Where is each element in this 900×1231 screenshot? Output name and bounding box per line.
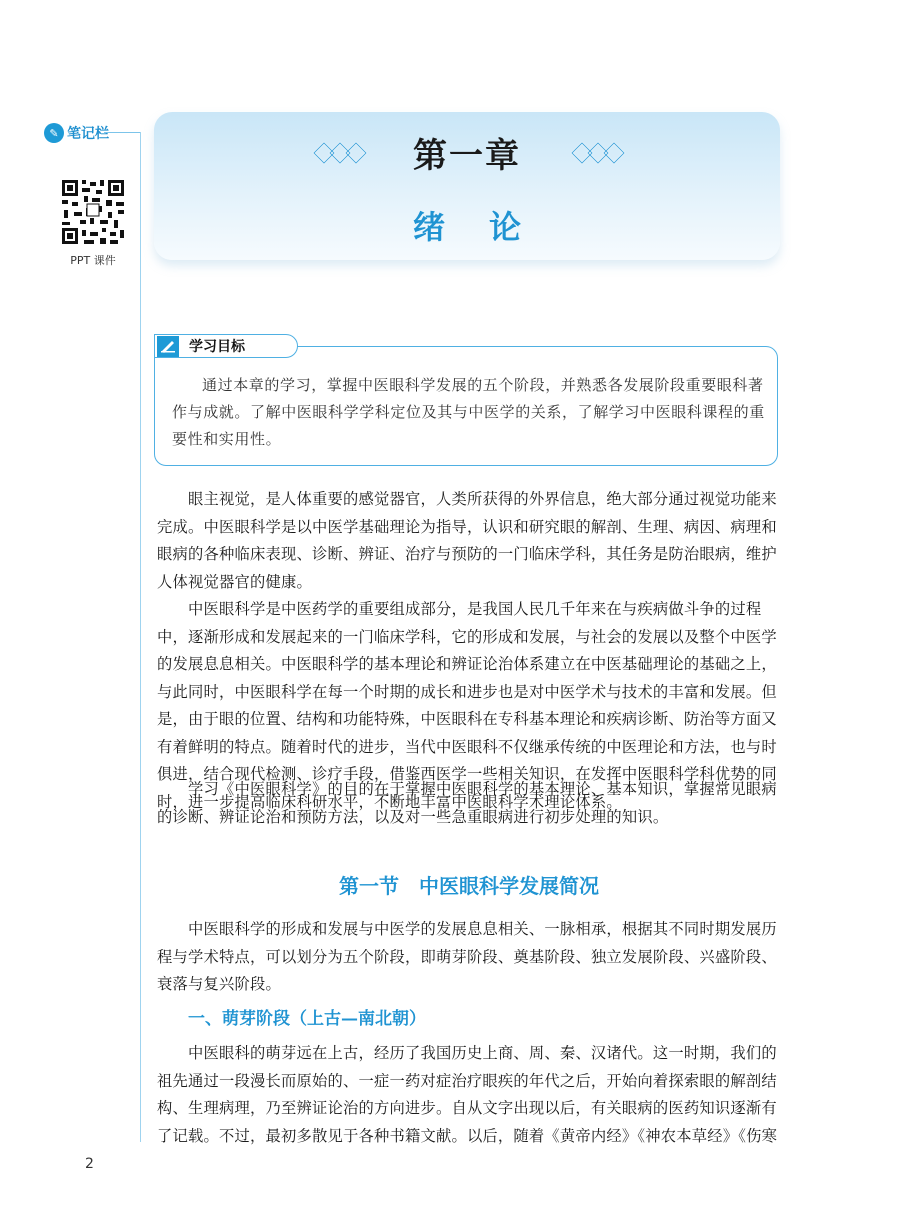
- ppt-courseware-label: PPT 课件: [70, 254, 116, 267]
- pencil-note-icon: ✎: [44, 123, 64, 143]
- body-paragraph: 中医眼科学是中医药学的重要组成部分，是我国人民几千年来在与疾病做斗争的过程中，逐渐形成和发展起来的一门临床学科，它的形成和发展，与社会的发展以及整个中医学的发展息息相关。中医眼科学的基本理论和辨证论治体系建立在中医基础理论的基础之上，与此同时，中医眼科学在每一个时期的成长和进步也是对中医学术与技术的丰富和发展。但是，由于眼的位置、结构和功能特殊，中医眼科在专科基本理论和疾病诊断、防治等方面又有着鲜明的特点。随着时代的进步，当代中医眼科不仅继承传统的中医理论和方法，也与时俱进，结合现代检测、诊疗手段，借鉴西医学一些相关知识，在发挥中医眼科学科优势的同时，进一步提高临床科研水平，不断地丰富中医眼科学术理论体系。: [157, 600, 777, 811]
- body-paragraph: 眼主视觉，是人体重要的感觉器官，人类所获得的外界信息，绝大部分通过视觉功能来完成。中医眼科学是以中医学基础理论为指导，认识和研究眼的解剖、生理、病因、病理和眼病的各种临床表现、诊断、辨证、治疗与预防的一门临床学科，其任务是防治眼病，维护人体视觉器官的健康。: [157, 490, 777, 591]
- notes-column-label: 笔记栏: [67, 126, 109, 142]
- notes-column-divider: [140, 132, 141, 1142]
- notes-column-rule: [104, 132, 140, 133]
- body-paragraph: 学习《中医眼科学》的目的在于掌握中医眼科学的基本理论、基本知识，掌握常见眼病的诊断、辨证论治和预防方法，以及对一些急重眼病进行初步处理的知识。: [157, 780, 777, 826]
- pen-icon: [157, 336, 179, 357]
- chapter-title: 绪论: [412, 208, 565, 246]
- subsection-paragraph: 中医眼科的萌芽远在上古，经历了我国历史上商、周、秦、汉诸代。这一时期，我们的祖先通过一段漫长而原始的、一症一药对症治疗眼疾的年代之后，开始向着探索眼的解剖结构、生理病理，乃至辨证论治的方向进步。自从文字出现以后，有关眼病的医药知识逐渐有了记载。不过，最初多散见于各种书籍文献。以后，随着《黄帝内经》《神农本草经》《伤寒: [157, 1044, 778, 1145]
- subsection-heading: 一、萌芽阶段（上古—南北朝）: [188, 1009, 426, 1029]
- chapter-number: 第一章: [413, 136, 521, 176]
- notes-column-header: [44, 122, 109, 144]
- qr-code-icon[interactable]: [60, 176, 126, 246]
- learning-objectives-label: 学习目标: [189, 339, 245, 355]
- learning-objectives-text: 通过本章的学习，掌握中医眼科学发展的五个阶段，并熟悉各发展阶段重要眼科著作与成就。了解中医眼科学学科定位及其与中医学的关系，了解学习中医眼科课程的重要性和实用性。: [172, 376, 765, 448]
- page-number: 2: [85, 1156, 94, 1172]
- learning-objectives-tab: [154, 334, 298, 358]
- section-intro-paragraph: 中医眼科学的形成和发展与中医学的发展息息相关、一脉相承，根据其不同时期发展历程与学术特点，可以划分为五个阶段，即萌芽阶段、奠基阶段、独立发展阶段、兴盛阶段、衰落与复兴阶段。: [157, 920, 777, 993]
- section-heading: 第一节 中医眼科学发展简况: [339, 874, 599, 898]
